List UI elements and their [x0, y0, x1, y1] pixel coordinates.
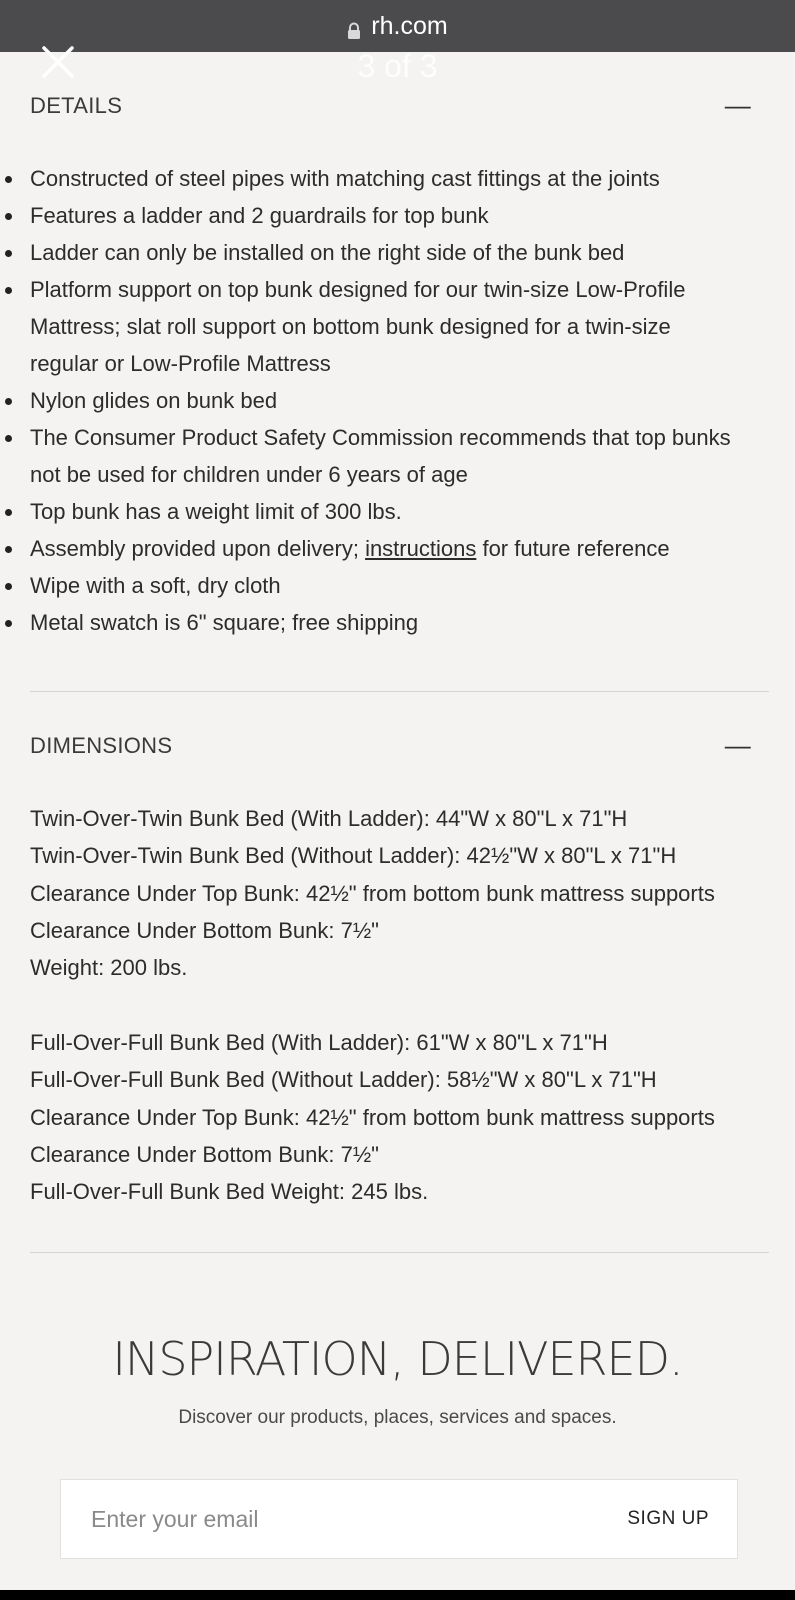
dimension-line: Clearance Under Bottom Bunk: 7½" [30, 917, 379, 943]
dimension-line: Twin-Over-Twin Bunk Bed (Without Ladder): 42½"W x 80"L x 71"H [30, 843, 677, 869]
dimension-line: Full-Over-Full Bunk Bed Weight: 245 lbs. [30, 1179, 429, 1205]
sign-up-button[interactable]: SIGN UP [627, 1508, 709, 1529]
newsletter-title: INSPIRATION, DELIVERED. [112, 1332, 683, 1386]
dimension-line: Weight: 200 lbs. [30, 955, 188, 981]
bottom-edge [0, 1590, 795, 1600]
list-item: Wipe with a soft, dry cloth [30, 567, 770, 604]
dimensions-header[interactable] [30, 730, 751, 761]
list-item: Assembly provided upon delivery; instructions for future reference [30, 530, 770, 567]
divider [30, 1252, 769, 1253]
browser-url-bar[interactable] [0, 0, 795, 52]
instructions-link[interactable]: instructions [365, 536, 477, 561]
list-item: Features a ladder and 2 guardrails for top bunk [30, 197, 770, 234]
list-item: Platform support on top bunk designed for our twin-size Low-Profile Mattress; slat roll support on bottom bunk designed for a twin-size regular or Low-Profile Mattress [30, 271, 770, 382]
list-item: Metal swatch is 6" square; free shipping [30, 604, 770, 641]
list-item: Ladder can only be installed on the right side of the bunk bed [30, 234, 770, 271]
details-title: DETAILS [30, 92, 123, 118]
twin-dimensions [30, 800, 770, 986]
details-list [30, 160, 770, 641]
email-field[interactable] [89, 1505, 513, 1534]
details-header[interactable] [30, 90, 751, 121]
newsletter-subtitle: Discover our products, places, services and spaces. [178, 1407, 617, 1428]
dimension-line: Full-Over-Full Bunk Bed (Without Ladder): 58½"W x 80"L x 71"H [30, 1067, 657, 1093]
list-item: Nylon glides on bunk bed [30, 382, 770, 419]
dimension-line: Twin-Over-Twin Bunk Bed (With Ladder): 44"W x 80"L x 71"H [30, 806, 628, 831]
lock-icon [347, 18, 361, 36]
dimension-line: Clearance Under Top Bunk: 42½" from bottom bunk mattress supports [30, 1104, 715, 1130]
list-item: The Consumer Product Safety Commission recommends that top bunks not be used for children under 6 years of age [30, 419, 770, 493]
dimension-line: Clearance Under Bottom Bunk: 7½" [30, 1141, 379, 1167]
newsletter-form [60, 1479, 738, 1559]
dimension-line: Clearance Under Top Bunk: 42½" from bottom bunk mattress supports [30, 880, 715, 906]
dimensions-title: DIMENSIONS [30, 732, 173, 758]
divider [30, 691, 769, 692]
dimension-line: Full-Over-Full Bunk Bed (With Ladder): 61"W x 80"L x 71"H [30, 1030, 608, 1055]
full-dimensions [30, 1024, 770, 1210]
list-item: Constructed of steel pipes with matching cast fittings at the joints [30, 160, 770, 197]
collapse-icon[interactable]: — [724, 730, 751, 760]
list-item: Top bunk has a weight limit of 300 lbs. [30, 493, 770, 530]
collapse-icon[interactable]: — [724, 90, 751, 120]
url-text: rh.com [371, 11, 448, 40]
slide-counter: 3 of 3 [357, 48, 438, 84]
